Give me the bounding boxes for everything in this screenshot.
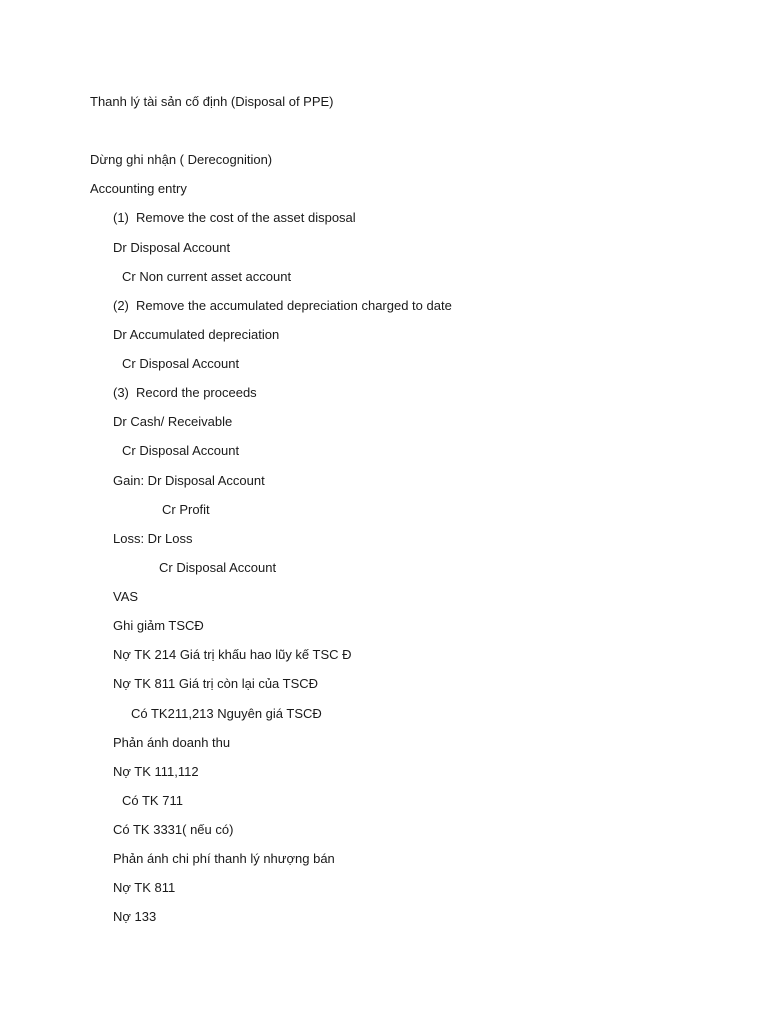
gain-debit: Gain: Dr Disposal Account — [113, 473, 265, 488]
step-1-credit: Cr Non current asset account — [122, 269, 292, 284]
entry-no-111: Nợ TK 111,112 — [113, 764, 199, 779]
entry-no-811-residual: Nợ TK 811 Giá trị còn lại của TSCĐ — [113, 676, 319, 691]
accounting-entry-heading: Accounting entry — [90, 181, 187, 196]
step-2-debit: Dr Accumulated depreciation — [113, 327, 280, 342]
revenue-heading: Phản ánh doanh thu — [113, 735, 231, 750]
entry-no-214: Nợ TK 214 Giá trị khấu hao lũy kế TSC Đ — [113, 647, 352, 662]
step-1 — [113, 210, 356, 226]
entry-no-133: Nợ 133 — [113, 909, 157, 924]
entry-co-711: Có TK 711 — [122, 793, 183, 808]
loss-debit: Loss: Dr Loss — [113, 531, 193, 546]
step-3-number: (3) — [113, 385, 129, 400]
loss-credit: Cr Disposal Account — [159, 560, 277, 575]
step-2-credit: Cr Disposal Account — [122, 356, 240, 371]
gain-credit: Cr Profit — [162, 502, 210, 517]
step-1-text: Remove the cost of the asset disposal — [136, 210, 356, 225]
step-1-debit: Dr Disposal Account — [113, 240, 231, 255]
step-3-credit: Cr Disposal Account — [122, 443, 240, 458]
step-3-text: Record the proceeds — [136, 385, 257, 400]
entry-co-3331: Có TK 3331( nếu có) — [113, 822, 234, 837]
expense-heading: Phản ánh chi phí thanh lý nhượng bán — [113, 851, 335, 866]
step-3-debit: Dr Cash/ Receivable — [113, 414, 233, 429]
entry-no-811-expense: Nợ TK 811 — [113, 880, 176, 895]
step-3 — [113, 385, 257, 401]
step-2-number: (2) — [113, 298, 129, 313]
step-2-text: Remove the accumulated depreciation charged to date — [136, 298, 452, 313]
vas-heading: VAS — [113, 589, 139, 604]
derecognition-heading: Dừng ghi nhận ( Derecognition) — [90, 152, 273, 167]
ghi-giam-heading: Ghi giảm TSCĐ — [113, 618, 204, 633]
step-2 — [113, 298, 452, 314]
entry-co-211: Có TK211,213 Nguyên giá TSCĐ — [131, 706, 322, 721]
step-1-number: (1) — [113, 210, 129, 225]
document-title: Thanh lý tài sản cố định (Disposal of PPE) — [90, 94, 334, 109]
